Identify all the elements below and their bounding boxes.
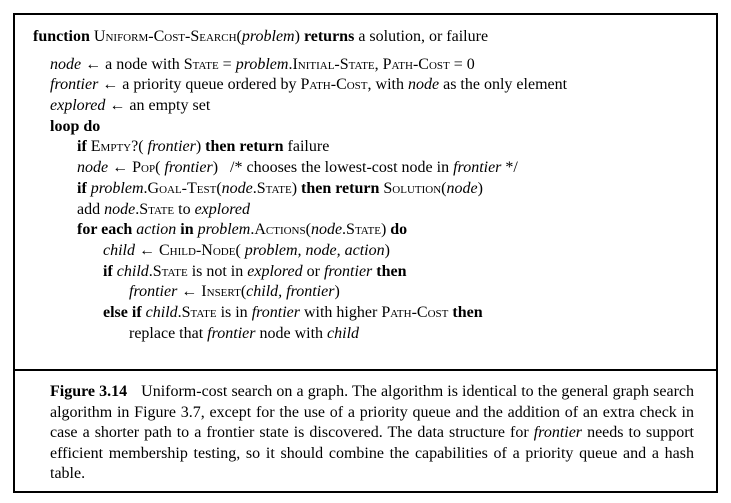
text: to [174,200,195,218]
code-line-3 [33,96,716,117]
text: ( [441,179,447,197]
func-actions: Actions [254,221,306,239]
text: ( [305,221,311,239]
code-line-5 [33,137,716,158]
var-frontier: frontier [207,324,256,342]
text: = 0 [449,55,475,73]
field-state: State [181,303,217,321]
code-line-4 [33,117,716,138]
text: ( [240,283,247,301]
var-node: node [221,179,253,197]
text: ) [477,179,483,197]
assign-arrow: ← [112,159,129,177]
var-frontier: frontier [453,159,502,177]
keyword-if: if [77,179,87,197]
keyword-then: then [452,303,483,321]
caption-text: needs to support efficient membership testing, so it should combine the capabilities of a priority queue and a hash table. [50,424,694,483]
caption-text: Uniform-cost search on a graph. The algorithm is identical to the general graph search algorithm in Figure 3.7, except for the use of a priority queue and the addition of an extra check in case a shorter path to a frontier state is discovered. The data structure for [50,383,694,442]
keyword-then: then [376,262,407,280]
assign-arrow: ← [109,97,126,115]
field-state: State [183,55,219,73]
field-path-cost: Path-Cost [300,76,368,94]
code-line-1 [33,55,716,76]
func-empty: Empty? [90,138,139,156]
text: with higher [299,303,382,321]
pseudocode-block [15,15,716,371]
var-frontier: frontier [129,283,178,301]
text: is not in [187,262,248,280]
var-node: node [50,55,82,73]
text: ( [155,159,165,177]
var-explored: explored [247,262,303,280]
keyword-if: if [103,262,113,280]
field-initial-state: Initial-State [292,55,375,73]
var-frontier: frontier [164,159,213,177]
code-line-8 [33,200,716,221]
code-line-9 [33,220,716,241]
var-frontier: frontier [323,262,373,280]
text: . [252,179,257,197]
keyword-in: in [180,221,194,239]
text: . [177,303,182,321]
text: . [288,55,293,73]
var-child: child [145,303,178,321]
comment-text: ) /* chooses the lowest-cost node in [212,159,454,177]
keyword-returns: returns [303,28,355,45]
text: . [250,221,255,239]
func-pop: Pop [132,159,156,177]
var-frontier: frontier [251,303,300,321]
text: node with [255,324,328,342]
args: child, frontier [246,283,335,301]
keyword-do: do [390,221,408,239]
text: ) [380,221,391,239]
function-signature: function Uniform-Cost-Search(problem) returns a solution, or failure [33,28,489,45]
var-frontier: frontier [147,138,196,156]
assign-arrow: ← [102,76,119,94]
text: a node with [101,55,184,73]
func-child-node: Child-Node [159,241,236,259]
text: a priority queue ordered by [118,76,301,94]
text: failure [283,138,330,156]
var-problem: problem [90,179,144,197]
text: = [218,55,236,73]
var-child: child [327,324,360,342]
keyword-then-return: then return [205,138,284,156]
code-line-10 [33,241,716,262]
code-line-2 [33,75,716,96]
func-insert: Insert [201,283,241,301]
var-explored: explored [194,200,250,218]
keyword-function: function [33,28,90,45]
figure-frame [13,13,718,493]
text: ) [384,241,390,259]
text: . [143,179,148,197]
var-node: node [104,200,136,218]
figure-label: Figure 3.14 [50,383,128,400]
keyword-for-each: for each [77,221,133,239]
field-state: State [139,200,175,218]
keyword-then-return: then return [301,179,380,197]
function-param: problem [241,28,295,45]
code-line-6 [33,158,716,179]
code-line-14 [33,324,716,345]
function-name: Uniform-Cost-Search [93,28,237,45]
code-line-13 [33,303,716,324]
text: ( [235,241,245,259]
var-node: node [77,159,109,177]
var-child: child [116,262,149,280]
caption-var-frontier: frontier [533,424,583,442]
text: or [302,262,324,280]
field-path-cost: Path-Cost [381,303,449,321]
text: ) [291,179,302,197]
text: */ [501,159,518,177]
text: is in [216,303,252,321]
var-action: action [136,221,177,239]
code-line-12 [33,282,716,303]
field-path-cost: Path-Cost [382,55,450,73]
func-solution: Solution [383,179,442,197]
assign-arrow: ← [181,283,198,301]
var-node: node [446,179,478,197]
text: , with [367,76,408,94]
var-child: child [103,241,135,259]
var-explored: explored [50,97,106,115]
returns-text: a solution, or failure [358,28,489,45]
assign-arrow: ← [139,241,155,259]
figure-caption [15,371,716,485]
text: ) [334,283,340,301]
text: ) [195,138,206,156]
var-node: node [310,221,343,239]
code-line-7 [33,179,716,200]
var-problem: problem [235,55,289,73]
text: ( [138,138,148,156]
text: . [342,221,347,239]
text: as the only element [439,76,568,94]
func-goal-test: Goal-Test [147,179,217,197]
keyword-else-if: else if [103,303,142,321]
field-state: State [256,179,292,197]
field-state: State [152,262,188,280]
field-state: State [346,221,381,239]
args: problem, node, action [244,241,385,259]
var-node: node [407,76,440,94]
assign-arrow: ← [85,55,102,73]
text: . [135,200,140,218]
text: an empty set [125,97,211,115]
code-line-11 [33,262,716,283]
text: add [77,200,105,218]
text: , [374,55,383,73]
text: replace that [129,324,208,342]
text: . [148,262,153,280]
keyword-loop-do: loop do [50,117,101,135]
var-problem: problem [197,221,251,239]
var-frontier: frontier [50,76,99,94]
keyword-if: if [77,138,87,156]
text: ( [216,179,222,197]
